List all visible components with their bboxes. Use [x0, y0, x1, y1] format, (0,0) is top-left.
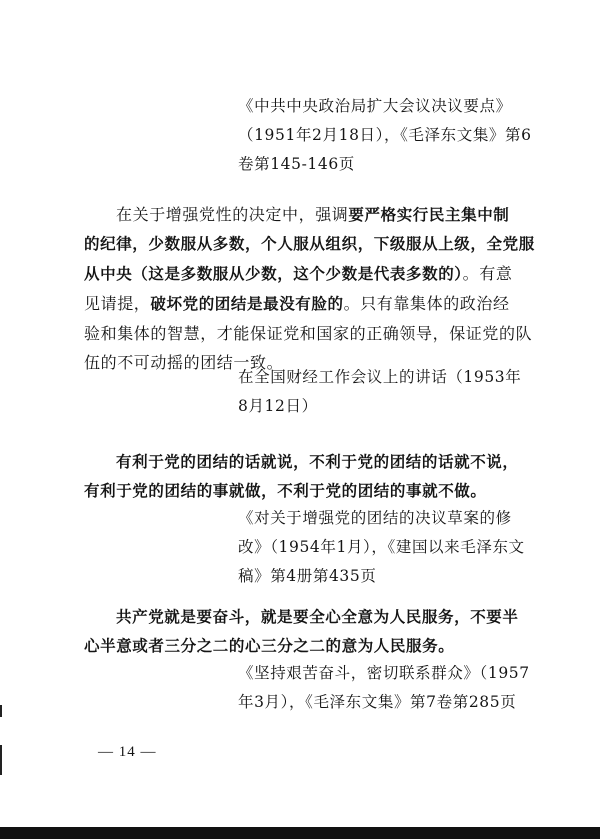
scan-edge-mark	[0, 705, 2, 717]
source-citation-1	[238, 92, 538, 179]
bold-paragraph-line: 有利于党的团结的事就做，不利于党的团结的事就不做。	[84, 482, 487, 500]
source-line: 《对关于增强党的团结的决议草案的修	[238, 509, 512, 527]
bold-text-run: 破坏党的团结是最没有脸的	[150, 295, 344, 313]
scan-bottom-edge	[0, 827, 600, 839]
quote-paragraph-2	[84, 448, 534, 506]
text-run: 。只有靠集体的政治经	[343, 294, 510, 313]
paragraph-line	[84, 200, 534, 230]
paragraph-line	[84, 259, 534, 289]
bold-text-run: 要严格实行民主集中制	[348, 206, 510, 224]
bold-paragraph-line: 共产党就是要奋斗，就是要全心全意为人民服务，不要半	[116, 608, 519, 626]
paragraph-line	[84, 289, 534, 319]
source-line: 改》（1954年1月），《建国以来毛泽东文	[238, 538, 525, 556]
source-citation-3	[238, 504, 538, 591]
source-line: 稿》第4册第435页	[238, 567, 377, 585]
bold-text-run: 从中央（这是多数服从少数，这个少数是代表多数的）	[84, 265, 463, 283]
paragraph-line: 伍的不可动摇的团结一致。	[84, 353, 284, 372]
quote-paragraph-3	[84, 603, 534, 661]
paragraph-line: 验和集体的智慧，才能保证党和国家的正确领导，保证党的队	[84, 324, 533, 343]
source-citation-2	[238, 363, 538, 421]
source-line: 卷第145-146页	[238, 155, 355, 173]
bold-paragraph-line: 心半意或者三分之二的心三分之二的意为人民服务。	[84, 637, 455, 655]
source-line: 年3月），《毛泽东文集》第7卷第285页	[238, 693, 517, 711]
bold-paragraph-line: 有利于党的团结的话就说，不利于党的团结的话就不说，	[116, 453, 519, 471]
source-line: 《中共中央政治局扩大会议决议要点》	[238, 97, 512, 115]
quote-paragraph-1	[84, 200, 534, 377]
text-run: 见请提，	[84, 294, 151, 313]
source-line: 8月12日）	[238, 397, 318, 415]
source-line: 《坚持艰苦奋斗，密切联系群众》（1957	[238, 664, 530, 682]
text-run: 。有意	[462, 264, 513, 283]
page-number: — 14 —	[98, 744, 157, 760]
bold-paragraph-line: 的纪律，少数服从多数，个人服从组织，下级服从上级，全党服	[84, 235, 535, 253]
source-line: 在全国财经工作会议上的讲话（1953年	[238, 368, 522, 386]
text-run: 在关于增强党性的决定中，强调	[116, 205, 349, 224]
source-line: （1951年2月18日），《毛泽东文集》第6	[238, 126, 532, 144]
scan-edge-mark	[0, 745, 2, 775]
source-citation-4	[238, 659, 538, 717]
